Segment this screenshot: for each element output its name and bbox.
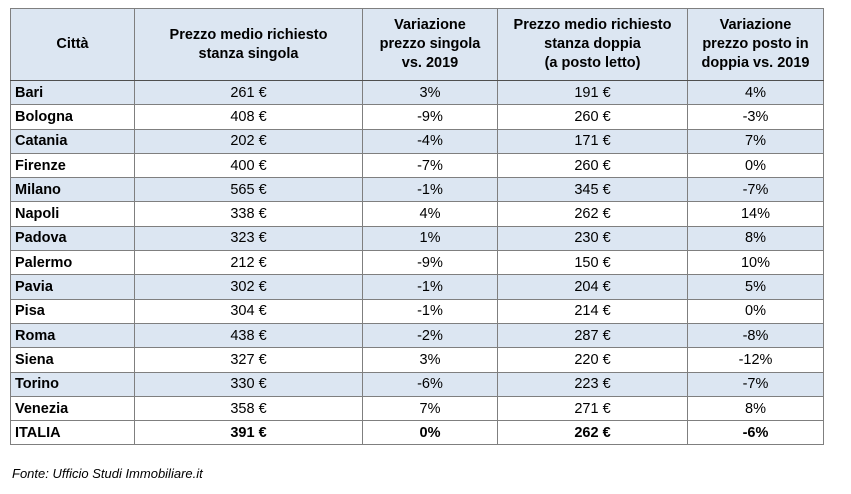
table-row — [11, 299, 824, 323]
double-change-cell: 10% — [688, 251, 824, 275]
table-row — [11, 275, 824, 299]
single-change-cell: -4% — [363, 129, 498, 153]
single-price-cell: 565 € — [135, 178, 363, 202]
total-city-cell: ITALIA — [11, 421, 135, 445]
single-price-cell: 327 € — [135, 348, 363, 372]
single-change-cell: -7% — [363, 153, 498, 177]
double-change-cell: 7% — [688, 129, 824, 153]
double-price-cell: 220 € — [498, 348, 688, 372]
table-row — [11, 105, 824, 129]
single-change-cell: -1% — [363, 178, 498, 202]
double-price-cell: 271 € — [498, 396, 688, 420]
column-header: Prezzo medio richiesto stanza doppia (a posto letto) — [498, 9, 688, 81]
double-price-cell: 262 € — [498, 202, 688, 226]
table-row — [11, 202, 824, 226]
table-row — [11, 251, 824, 275]
double-price-cell: 230 € — [498, 226, 688, 250]
total-double-change-cell: -6% — [688, 421, 824, 445]
column-header: Città — [11, 9, 135, 81]
double-price-cell: 204 € — [498, 275, 688, 299]
header-row — [11, 9, 824, 81]
double-change-cell: 14% — [688, 202, 824, 226]
single-change-cell: -1% — [363, 275, 498, 299]
single-price-cell: 202 € — [135, 129, 363, 153]
city-cell: Venezia — [11, 396, 135, 420]
single-price-cell: 408 € — [135, 105, 363, 129]
city-cell: Palermo — [11, 251, 135, 275]
price-table — [10, 8, 824, 445]
total-single-change-cell: 0% — [363, 421, 498, 445]
table-body — [11, 81, 824, 445]
single-price-cell: 400 € — [135, 153, 363, 177]
double-change-cell: -12% — [688, 348, 824, 372]
city-cell: Pavia — [11, 275, 135, 299]
single-price-cell: 358 € — [135, 396, 363, 420]
table-row — [11, 129, 824, 153]
single-price-cell: 212 € — [135, 251, 363, 275]
double-change-cell: 0% — [688, 299, 824, 323]
single-price-cell: 338 € — [135, 202, 363, 226]
double-price-cell: 345 € — [498, 178, 688, 202]
table-row — [11, 396, 824, 420]
total-double-price-cell: 262 € — [498, 421, 688, 445]
single-change-cell: -9% — [363, 251, 498, 275]
city-cell: Milano — [11, 178, 135, 202]
double-price-cell: 150 € — [498, 251, 688, 275]
double-price-cell: 260 € — [498, 153, 688, 177]
city-cell: Roma — [11, 323, 135, 347]
single-price-cell: 330 € — [135, 372, 363, 396]
source-note: Fonte: Ufficio Studi Immobiliare.it — [12, 466, 203, 481]
city-cell: Padova — [11, 226, 135, 250]
double-price-cell: 171 € — [498, 129, 688, 153]
single-price-cell: 323 € — [135, 226, 363, 250]
single-change-cell: 4% — [363, 202, 498, 226]
single-change-cell: 7% — [363, 396, 498, 420]
double-change-cell: 4% — [688, 81, 824, 105]
double-price-cell: 191 € — [498, 81, 688, 105]
double-price-cell: 214 € — [498, 299, 688, 323]
table-row — [11, 153, 824, 177]
city-cell: Napoli — [11, 202, 135, 226]
double-price-cell: 223 € — [498, 372, 688, 396]
double-change-cell: -3% — [688, 105, 824, 129]
double-change-cell: -7% — [688, 372, 824, 396]
single-price-cell: 438 € — [135, 323, 363, 347]
table-header — [11, 9, 824, 81]
single-price-cell: 302 € — [135, 275, 363, 299]
city-cell: Siena — [11, 348, 135, 372]
double-price-cell: 287 € — [498, 323, 688, 347]
column-header: Variazione prezzo singola vs. 2019 — [363, 9, 498, 81]
table-row — [11, 372, 824, 396]
single-change-cell: -9% — [363, 105, 498, 129]
single-change-cell: -1% — [363, 299, 498, 323]
total-row — [11, 421, 824, 445]
price-table-container — [10, 8, 823, 445]
single-change-cell: 3% — [363, 348, 498, 372]
double-change-cell: 5% — [688, 275, 824, 299]
city-cell: Bari — [11, 81, 135, 105]
double-change-cell: -8% — [688, 323, 824, 347]
city-cell: Firenze — [11, 153, 135, 177]
table-row — [11, 323, 824, 347]
double-price-cell: 260 € — [498, 105, 688, 129]
city-cell: Torino — [11, 372, 135, 396]
table-row — [11, 348, 824, 372]
double-change-cell: -7% — [688, 178, 824, 202]
total-single-price-cell: 391 € — [135, 421, 363, 445]
single-price-cell: 304 € — [135, 299, 363, 323]
table-row — [11, 226, 824, 250]
table-row — [11, 81, 824, 105]
city-cell: Bologna — [11, 105, 135, 129]
double-change-cell: 0% — [688, 153, 824, 177]
column-header: Prezzo medio richiesto stanza singola — [135, 9, 363, 81]
double-change-cell: 8% — [688, 396, 824, 420]
column-header: Variazione prezzo posto in doppia vs. 2019 — [688, 9, 824, 81]
single-change-cell: -6% — [363, 372, 498, 396]
city-cell: Catania — [11, 129, 135, 153]
table-row — [11, 178, 824, 202]
single-change-cell: -2% — [363, 323, 498, 347]
single-price-cell: 261 € — [135, 81, 363, 105]
double-change-cell: 8% — [688, 226, 824, 250]
single-change-cell: 3% — [363, 81, 498, 105]
single-change-cell: 1% — [363, 226, 498, 250]
city-cell: Pisa — [11, 299, 135, 323]
